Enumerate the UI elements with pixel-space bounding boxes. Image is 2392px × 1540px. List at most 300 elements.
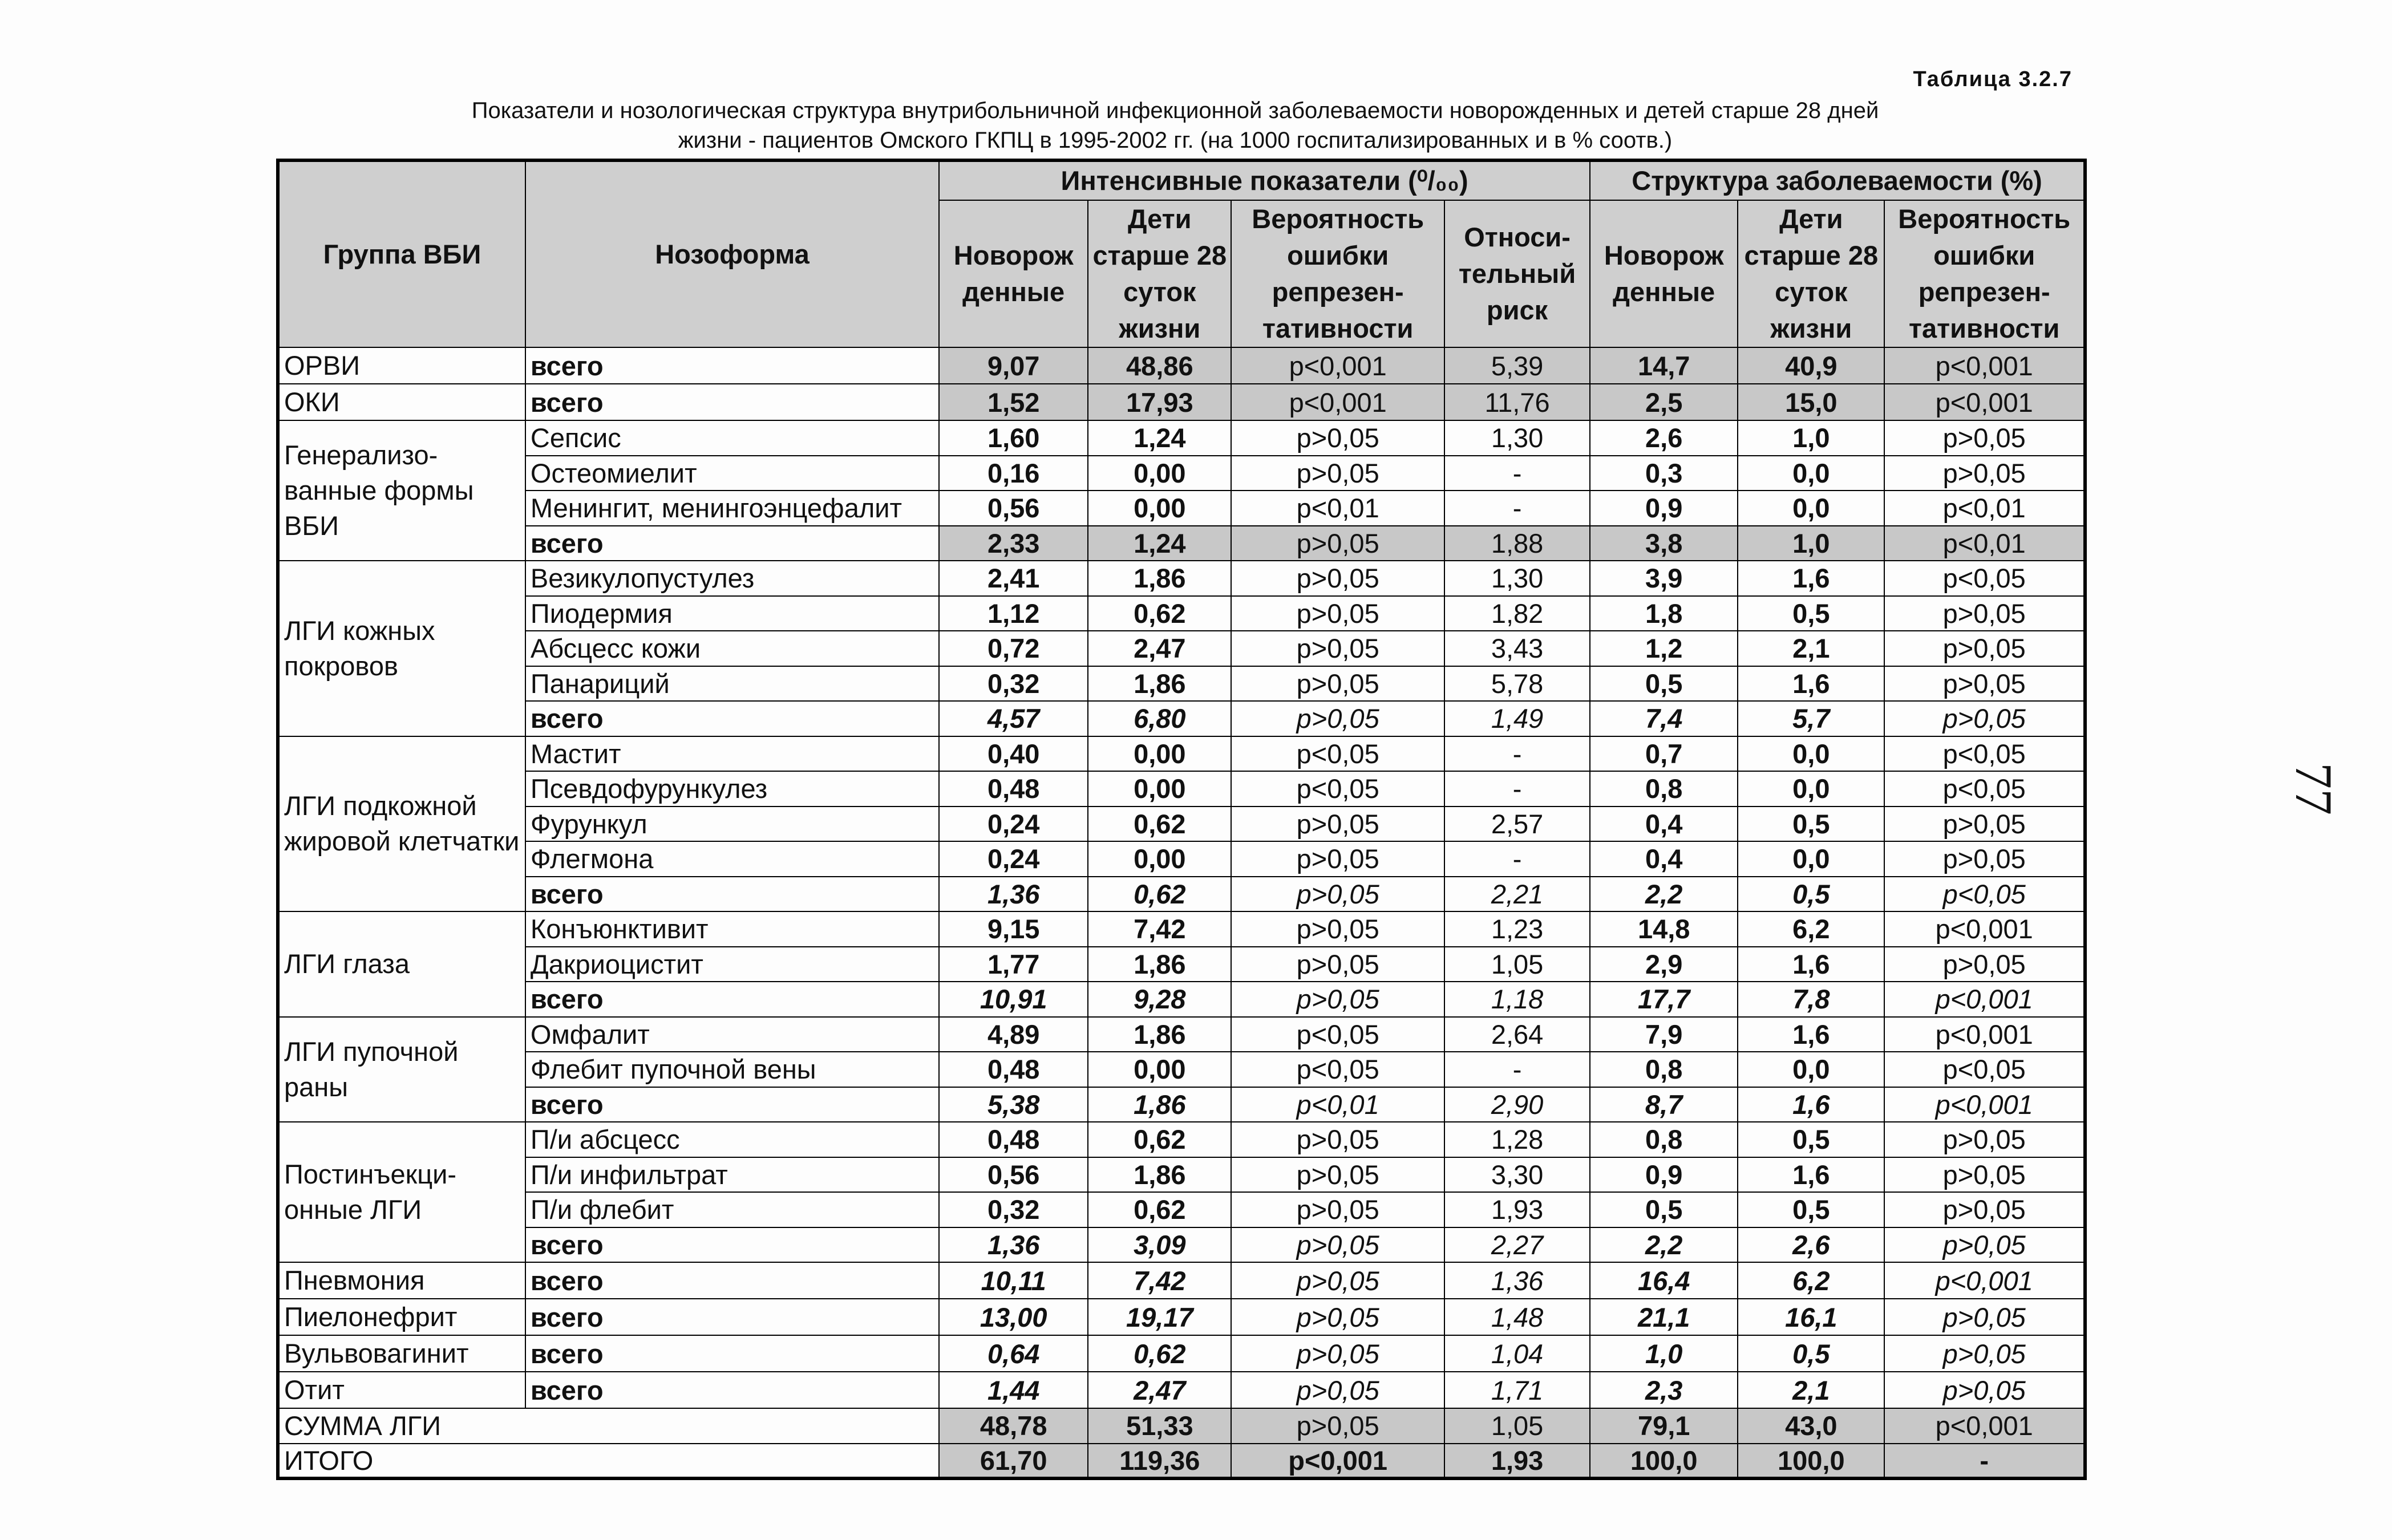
- nozoform-cell: всего: [525, 1087, 939, 1122]
- rel-risk-cell: -: [1444, 771, 1590, 807]
- table-title: [262, 96, 2088, 155]
- rel-risk-cell: 1,88: [1444, 526, 1590, 561]
- prob-structure-cell: p<0,05: [1884, 877, 2085, 912]
- prob-structure-cell: p>0,05: [1884, 596, 2085, 631]
- totals-p2-cell: -: [1884, 1444, 2085, 1479]
- older-pct-cell: 16,1: [1738, 1299, 1884, 1335]
- older-rate-cell: 0,00: [1088, 491, 1231, 526]
- prob-structure-cell: p>0,05: [1884, 1192, 2085, 1227]
- nozoform-cell: Флебит пупочной вены: [525, 1052, 939, 1087]
- newborns-rate-cell: 0,32: [939, 1192, 1088, 1227]
- rel-risk-cell: 1,30: [1444, 561, 1590, 596]
- prob-structure-cell: p<0,05: [1884, 736, 2085, 772]
- table-row: [278, 561, 2085, 596]
- nozoform-cell: Везикулопустулез: [525, 561, 939, 596]
- older-pct-cell: 0,5: [1738, 596, 1884, 631]
- table-body: [278, 347, 2085, 1478]
- group-name-cell: ОКИ: [278, 384, 525, 420]
- prob-intensive-cell: p<0,01: [1231, 1087, 1444, 1122]
- totals-rr-cell: 1,93: [1444, 1444, 1590, 1479]
- newborns-pct-cell: 0,8: [1590, 1052, 1738, 1087]
- older-rate-cell: 0,62: [1088, 596, 1231, 631]
- prob-structure-cell: p>0,05: [1884, 1299, 2085, 1335]
- newborns-rate-cell: 1,36: [939, 1227, 1088, 1263]
- nozoform-cell: Фурункул: [525, 807, 939, 842]
- older-rate-cell: 0,62: [1088, 1335, 1231, 1372]
- rel-risk-cell: 2,27: [1444, 1227, 1590, 1263]
- prob-structure-cell: p<0,001: [1884, 384, 2085, 420]
- group-name-cell: Пневмония: [278, 1262, 525, 1299]
- older-rate-cell: 0,62: [1088, 1122, 1231, 1157]
- rel-risk-cell: -: [1444, 491, 1590, 526]
- group-name-cell: ЛГИ пупочной раны: [278, 1017, 525, 1122]
- page-number: 77: [2285, 763, 2343, 815]
- prob-structure-cell: p<0,05: [1884, 561, 2085, 596]
- totals-c-cell: 100,0: [1590, 1444, 1738, 1479]
- header-newborns-2: Новорож денные: [1590, 200, 1738, 347]
- older-pct-cell: 1,6: [1738, 1017, 1884, 1052]
- older-pct-cell: 7,8: [1738, 982, 1884, 1017]
- nozoform-cell: Флегмона: [525, 841, 939, 877]
- newborns-rate-cell: 4,57: [939, 701, 1088, 736]
- older-rate-cell: 0,00: [1088, 841, 1231, 877]
- rel-risk-cell: 1,05: [1444, 947, 1590, 982]
- nozoform-cell: всего: [525, 526, 939, 561]
- header-group: Группа ВБИ: [278, 160, 525, 347]
- rel-risk-cell: 11,76: [1444, 384, 1590, 420]
- newborns-rate-cell: 0,56: [939, 491, 1088, 526]
- older-rate-cell: 0,62: [1088, 877, 1231, 912]
- newborns-pct-cell: 3,8: [1590, 526, 1738, 561]
- newborns-pct-cell: 0,4: [1590, 807, 1738, 842]
- older-pct-cell: 0,5: [1738, 1335, 1884, 1372]
- nozoform-cell: П/и флебит: [525, 1192, 939, 1227]
- newborns-rate-cell: 0,48: [939, 1122, 1088, 1157]
- older-pct-cell: 1,6: [1738, 666, 1884, 702]
- nozoform-cell: всего: [525, 877, 939, 912]
- totals-b-cell: 51,33: [1088, 1408, 1231, 1444]
- older-pct-cell: 0,0: [1738, 1052, 1884, 1087]
- table-row: [278, 701, 2085, 736]
- newborns-pct-cell: 0,8: [1590, 771, 1738, 807]
- header-structure: Структура заболеваемости (%): [1590, 160, 2085, 200]
- table-row: [278, 1335, 2085, 1372]
- table-row: [278, 1372, 2085, 1408]
- newborns-pct-cell: 2,2: [1590, 1227, 1738, 1263]
- older-rate-cell: 0,62: [1088, 1192, 1231, 1227]
- older-rate-cell: 1,86: [1088, 1087, 1231, 1122]
- table-row: [278, 807, 2085, 842]
- nozoform-cell: Конъюнктивит: [525, 911, 939, 947]
- newborns-pct-cell: 7,4: [1590, 701, 1738, 736]
- newborns-rate-cell: 1,12: [939, 596, 1088, 631]
- newborns-pct-cell: 0,4: [1590, 841, 1738, 877]
- table-row: [278, 736, 2085, 772]
- prob-intensive-cell: p>0,05: [1231, 420, 1444, 456]
- table-caption: [0, 0, 2392, 153]
- older-pct-cell: 6,2: [1738, 911, 1884, 947]
- prob-intensive-cell: p>0,05: [1231, 666, 1444, 702]
- title-line-2: жизни - пациентов Омского ГКПЦ в 1995-2002 гг. (на 1000 госпитализированных и в % соотв.): [678, 128, 1673, 153]
- nozoform-cell: всего: [525, 982, 939, 1017]
- prob-structure-cell: p<0,001: [1884, 911, 2085, 947]
- totals-c-cell: 79,1: [1590, 1408, 1738, 1444]
- newborns-rate-cell: 0,64: [939, 1335, 1088, 1372]
- table-row: [278, 877, 2085, 912]
- prob-structure-cell: p<0,001: [1884, 1262, 2085, 1299]
- title-line-1: Показатели и нозологическая структура внутрибольничной инфекционной заболеваемости новорожденных и детей старше 28 дней: [471, 98, 1879, 123]
- header-older-1: Дети старше 28 суток жизни: [1088, 200, 1231, 347]
- newborns-pct-cell: 2,2: [1590, 877, 1738, 912]
- newborns-rate-cell: 0,16: [939, 456, 1088, 491]
- group-name-cell: ЛГИ кожных покровов: [278, 561, 525, 736]
- table-row: [278, 347, 2085, 384]
- older-pct-cell: 1,6: [1738, 947, 1884, 982]
- prob-intensive-cell: p>0,05: [1231, 1372, 1444, 1408]
- older-pct-cell: 6,2: [1738, 1262, 1884, 1299]
- header-newborns-1: Новорож денные: [939, 200, 1088, 347]
- table-row: [278, 420, 2085, 456]
- older-pct-cell: 0,5: [1738, 807, 1884, 842]
- totals-p1-cell: p<0,001: [1231, 1444, 1444, 1479]
- nozoform-cell: Дакриоцистит: [525, 947, 939, 982]
- older-rate-cell: 19,17: [1088, 1299, 1231, 1335]
- newborns-rate-cell: 1,36: [939, 877, 1088, 912]
- nozoform-cell: Панариций: [525, 666, 939, 702]
- rel-risk-cell: 1,36: [1444, 1262, 1590, 1299]
- rel-risk-cell: 3,43: [1444, 631, 1590, 666]
- newborns-pct-cell: 1,0: [1590, 1335, 1738, 1372]
- newborns-pct-cell: 1,8: [1590, 596, 1738, 631]
- data-table: [276, 159, 2087, 1480]
- header-nozoform: Нозоформа: [525, 160, 939, 347]
- totals-row: [278, 1444, 2085, 1479]
- table-row: [278, 526, 2085, 561]
- newborns-rate-cell: 10,91: [939, 982, 1088, 1017]
- older-rate-cell: 6,80: [1088, 701, 1231, 736]
- older-rate-cell: 0,00: [1088, 736, 1231, 772]
- prob-intensive-cell: p>0,05: [1231, 1299, 1444, 1335]
- prob-structure-cell: p>0,05: [1884, 841, 2085, 877]
- prob-intensive-cell: p>0,05: [1231, 1335, 1444, 1372]
- newborns-pct-cell: 8,7: [1590, 1087, 1738, 1122]
- rel-risk-cell: -: [1444, 736, 1590, 772]
- older-rate-cell: 1,24: [1088, 526, 1231, 561]
- nozoform-cell: Сепсис: [525, 420, 939, 456]
- prob-intensive-cell: p>0,05: [1231, 947, 1444, 982]
- table-row: [278, 666, 2085, 702]
- table-row: [278, 384, 2085, 420]
- totals-p2-cell: p<0,001: [1884, 1408, 2085, 1444]
- newborns-rate-cell: 0,48: [939, 1052, 1088, 1087]
- newborns-rate-cell: 0,40: [939, 736, 1088, 772]
- older-pct-cell: 0,0: [1738, 736, 1884, 772]
- totals-b-cell: 119,36: [1088, 1444, 1231, 1479]
- prob-intensive-cell: p<0,05: [1231, 1052, 1444, 1087]
- table-row: [278, 631, 2085, 666]
- nozoform-cell: всего: [525, 1335, 939, 1372]
- older-pct-cell: 2,1: [1738, 631, 1884, 666]
- table-row: [278, 491, 2085, 526]
- older-rate-cell: 0,00: [1088, 1052, 1231, 1087]
- table-row: [278, 947, 2085, 982]
- prob-intensive-cell: p<0,001: [1231, 384, 1444, 420]
- newborns-rate-cell: 13,00: [939, 1299, 1088, 1335]
- newborns-pct-cell: 7,9: [1590, 1017, 1738, 1052]
- prob-structure-cell: p>0,05: [1884, 1122, 2085, 1157]
- totals-a-cell: 61,70: [939, 1444, 1088, 1479]
- group-name-cell: Вульвовагинит: [278, 1335, 525, 1372]
- nozoform-cell: Менингит, менингоэнцефалит: [525, 491, 939, 526]
- table-row: [278, 1157, 2085, 1193]
- prob-structure-cell: p>0,05: [1884, 456, 2085, 491]
- older-pct-cell: 0,0: [1738, 771, 1884, 807]
- older-rate-cell: 0,00: [1088, 456, 1231, 491]
- newborns-pct-cell: 0,7: [1590, 736, 1738, 772]
- nozoform-cell: всего: [525, 1262, 939, 1299]
- older-pct-cell: 0,5: [1738, 1192, 1884, 1227]
- prob-structure-cell: p>0,05: [1884, 420, 2085, 456]
- group-name-cell: Генерализо-ванные формы ВБИ: [278, 420, 525, 561]
- table-row: [278, 1192, 2085, 1227]
- rel-risk-cell: 1,04: [1444, 1335, 1590, 1372]
- older-rate-cell: 48,86: [1088, 347, 1231, 384]
- older-pct-cell: 0,5: [1738, 1122, 1884, 1157]
- prob-structure-cell: p<0,01: [1884, 526, 2085, 561]
- newborns-pct-cell: 14,8: [1590, 911, 1738, 947]
- table-row: [278, 911, 2085, 947]
- table-row: [278, 456, 2085, 491]
- newborns-rate-cell: 9,07: [939, 347, 1088, 384]
- nozoform-cell: Пиодермия: [525, 596, 939, 631]
- newborns-pct-cell: 0,5: [1590, 666, 1738, 702]
- prob-intensive-cell: p>0,05: [1231, 456, 1444, 491]
- older-pct-cell: 0,0: [1738, 491, 1884, 526]
- older-rate-cell: 1,86: [1088, 1017, 1231, 1052]
- newborns-rate-cell: 0,24: [939, 841, 1088, 877]
- totals-a-cell: 48,78: [939, 1408, 1088, 1444]
- prob-intensive-cell: p<0,01: [1231, 491, 1444, 526]
- newborns-pct-cell: 1,2: [1590, 631, 1738, 666]
- nozoform-cell: Псевдофурункулез: [525, 771, 939, 807]
- rel-risk-cell: 5,39: [1444, 347, 1590, 384]
- older-rate-cell: 2,47: [1088, 631, 1231, 666]
- newborns-pct-cell: 2,9: [1590, 947, 1738, 982]
- newborns-pct-cell: 17,7: [1590, 982, 1738, 1017]
- prob-structure-cell: p>0,05: [1884, 701, 2085, 736]
- table-row: [278, 1087, 2085, 1122]
- newborns-rate-cell: 5,38: [939, 1087, 1088, 1122]
- prob-intensive-cell: p>0,05: [1231, 631, 1444, 666]
- rel-risk-cell: 2,57: [1444, 807, 1590, 842]
- older-pct-cell: 1,0: [1738, 420, 1884, 456]
- newborns-rate-cell: 0,72: [939, 631, 1088, 666]
- newborns-rate-cell: 4,89: [939, 1017, 1088, 1052]
- table-row: [278, 1122, 2085, 1157]
- older-rate-cell: 0,00: [1088, 771, 1231, 807]
- table-row: [278, 596, 2085, 631]
- newborns-pct-cell: 0,3: [1590, 456, 1738, 491]
- older-pct-cell: 0,0: [1738, 456, 1884, 491]
- prob-structure-cell: p<0,05: [1884, 1052, 2085, 1087]
- rel-risk-cell: 1,49: [1444, 701, 1590, 736]
- older-rate-cell: 9,28: [1088, 982, 1231, 1017]
- newborns-rate-cell: 2,33: [939, 526, 1088, 561]
- older-pct-cell: 5,7: [1738, 701, 1884, 736]
- rel-risk-cell: 2,90: [1444, 1087, 1590, 1122]
- newborns-pct-cell: 2,3: [1590, 1372, 1738, 1408]
- older-rate-cell: 1,24: [1088, 420, 1231, 456]
- older-rate-cell: 2,47: [1088, 1372, 1231, 1408]
- newborns-rate-cell: 9,15: [939, 911, 1088, 947]
- newborns-rate-cell: 1,52: [939, 384, 1088, 420]
- header-prob-1: Вероятность ошибки репрезен-тативности: [1231, 200, 1444, 347]
- newborns-rate-cell: 1,77: [939, 947, 1088, 982]
- table-row: [278, 1052, 2085, 1087]
- older-pct-cell: 1,6: [1738, 561, 1884, 596]
- older-rate-cell: 0,62: [1088, 807, 1231, 842]
- older-rate-cell: 7,42: [1088, 911, 1231, 947]
- prob-structure-cell: p<0,01: [1884, 491, 2085, 526]
- prob-structure-cell: p<0,05: [1884, 771, 2085, 807]
- table-row: [278, 1262, 2085, 1299]
- prob-structure-cell: p>0,05: [1884, 1157, 2085, 1193]
- prob-intensive-cell: p>0,05: [1231, 596, 1444, 631]
- nozoform-cell: Абсцесс кожи: [525, 631, 939, 666]
- table-row: [278, 841, 2085, 877]
- newborns-rate-cell: 1,44: [939, 1372, 1088, 1408]
- newborns-pct-cell: 0,5: [1590, 1192, 1738, 1227]
- prob-intensive-cell: p>0,05: [1231, 807, 1444, 842]
- rel-risk-cell: 5,78: [1444, 666, 1590, 702]
- older-pct-cell: 1,6: [1738, 1087, 1884, 1122]
- newborns-pct-cell: 0,9: [1590, 1157, 1738, 1193]
- nozoform-cell: всего: [525, 1299, 939, 1335]
- prob-intensive-cell: p>0,05: [1231, 1157, 1444, 1193]
- prob-intensive-cell: p<0,05: [1231, 771, 1444, 807]
- totals-p1-cell: p>0,05: [1231, 1408, 1444, 1444]
- totals-label-cell: СУММА ЛГИ: [278, 1408, 939, 1444]
- newborns-rate-cell: 0,56: [939, 1157, 1088, 1193]
- rel-risk-cell: -: [1444, 456, 1590, 491]
- rel-risk-cell: 1,18: [1444, 982, 1590, 1017]
- prob-structure-cell: p>0,05: [1884, 666, 2085, 702]
- newborns-pct-cell: 21,1: [1590, 1299, 1738, 1335]
- older-rate-cell: 1,86: [1088, 561, 1231, 596]
- newborns-rate-cell: 0,24: [939, 807, 1088, 842]
- prob-intensive-cell: p>0,05: [1231, 1227, 1444, 1263]
- table-row: [278, 1227, 2085, 1263]
- nozoform-cell: всего: [525, 1372, 939, 1408]
- newborns-rate-cell: 10,11: [939, 1262, 1088, 1299]
- header-older-2: Дети старше 28 суток жизни: [1738, 200, 1884, 347]
- table-row: [278, 771, 2085, 807]
- newborns-pct-cell: 14,7: [1590, 347, 1738, 384]
- prob-intensive-cell: p<0,05: [1231, 736, 1444, 772]
- rel-risk-cell: 1,48: [1444, 1299, 1590, 1335]
- prob-intensive-cell: p>0,05: [1231, 982, 1444, 1017]
- nozoform-cell: всего: [525, 701, 939, 736]
- totals-label-cell: ИТОГО: [278, 1444, 939, 1479]
- group-name-cell: Отит: [278, 1372, 525, 1408]
- prob-intensive-cell: p>0,05: [1231, 526, 1444, 561]
- older-pct-cell: 0,5: [1738, 877, 1884, 912]
- prob-intensive-cell: p>0,05: [1231, 841, 1444, 877]
- prob-structure-cell: p>0,05: [1884, 631, 2085, 666]
- nozoform-cell: Остеомиелит: [525, 456, 939, 491]
- header-intensive: Интенсивные показатели (⁰/₀₀): [939, 160, 1590, 200]
- table-row: [278, 982, 2085, 1017]
- rel-risk-cell: 2,64: [1444, 1017, 1590, 1052]
- group-name-cell: Пиелонефрит: [278, 1299, 525, 1335]
- older-pct-cell: 0,0: [1738, 841, 1884, 877]
- totals-d-cell: 100,0: [1738, 1444, 1884, 1479]
- prob-intensive-cell: p>0,05: [1231, 877, 1444, 912]
- prob-intensive-cell: p>0,05: [1231, 701, 1444, 736]
- rel-risk-cell: 2,21: [1444, 877, 1590, 912]
- rel-risk-cell: 1,93: [1444, 1192, 1590, 1227]
- rel-risk-cell: 1,71: [1444, 1372, 1590, 1408]
- totals-d-cell: 43,0: [1738, 1408, 1884, 1444]
- newborns-pct-cell: 2,6: [1590, 420, 1738, 456]
- older-rate-cell: 1,86: [1088, 947, 1231, 982]
- header-rel-risk: Относи-тельный риск: [1444, 200, 1590, 347]
- rel-risk-cell: 1,28: [1444, 1122, 1590, 1157]
- prob-structure-cell: p<0,001: [1884, 1087, 2085, 1122]
- prob-intensive-cell: p>0,05: [1231, 561, 1444, 596]
- older-pct-cell: 1,6: [1738, 1157, 1884, 1193]
- newborns-rate-cell: 1,60: [939, 420, 1088, 456]
- older-rate-cell: 7,42: [1088, 1262, 1231, 1299]
- newborns-pct-cell: 0,8: [1590, 1122, 1738, 1157]
- rel-risk-cell: -: [1444, 841, 1590, 877]
- nozoform-cell: П/и инфильтрат: [525, 1157, 939, 1193]
- table-row: [278, 1299, 2085, 1335]
- prob-intensive-cell: p>0,05: [1231, 1122, 1444, 1157]
- older-rate-cell: 1,86: [1088, 666, 1231, 702]
- group-name-cell: ЛГИ подкожной жировой клетчатки: [278, 736, 525, 912]
- nozoform-cell: всего: [525, 347, 939, 384]
- table-row: [278, 1017, 2085, 1052]
- older-rate-cell: 3,09: [1088, 1227, 1231, 1263]
- rel-risk-cell: 3,30: [1444, 1157, 1590, 1193]
- totals-row: [278, 1408, 2085, 1444]
- nozoform-cell: Мастит: [525, 736, 939, 772]
- prob-structure-cell: p>0,05: [1884, 947, 2085, 982]
- rel-risk-cell: -: [1444, 1052, 1590, 1087]
- nozoform-cell: Омфалит: [525, 1017, 939, 1052]
- newborns-rate-cell: 2,41: [939, 561, 1088, 596]
- newborns-rate-cell: 0,32: [939, 666, 1088, 702]
- prob-structure-cell: p>0,05: [1884, 807, 2085, 842]
- group-name-cell: ОРВИ: [278, 347, 525, 384]
- prob-intensive-cell: p>0,05: [1231, 911, 1444, 947]
- prob-structure-cell: p>0,05: [1884, 1227, 2085, 1263]
- table-label: Таблица 3.2.7: [1913, 67, 2073, 91]
- header-prob-2: Вероятность ошибки репрезен-тативности: [1884, 200, 2085, 347]
- older-pct-cell: 15,0: [1738, 384, 1884, 420]
- newborns-pct-cell: 2,5: [1590, 384, 1738, 420]
- newborns-pct-cell: 0,9: [1590, 491, 1738, 526]
- newborns-pct-cell: 3,9: [1590, 561, 1738, 596]
- older-pct-cell: 2,6: [1738, 1227, 1884, 1263]
- older-pct-cell: 40,9: [1738, 347, 1884, 384]
- nozoform-cell: П/и абсцесс: [525, 1122, 939, 1157]
- newborns-rate-cell: 0,48: [939, 771, 1088, 807]
- rel-risk-cell: 1,30: [1444, 420, 1590, 456]
- prob-intensive-cell: p>0,05: [1231, 1192, 1444, 1227]
- nozoform-cell: всего: [525, 1227, 939, 1263]
